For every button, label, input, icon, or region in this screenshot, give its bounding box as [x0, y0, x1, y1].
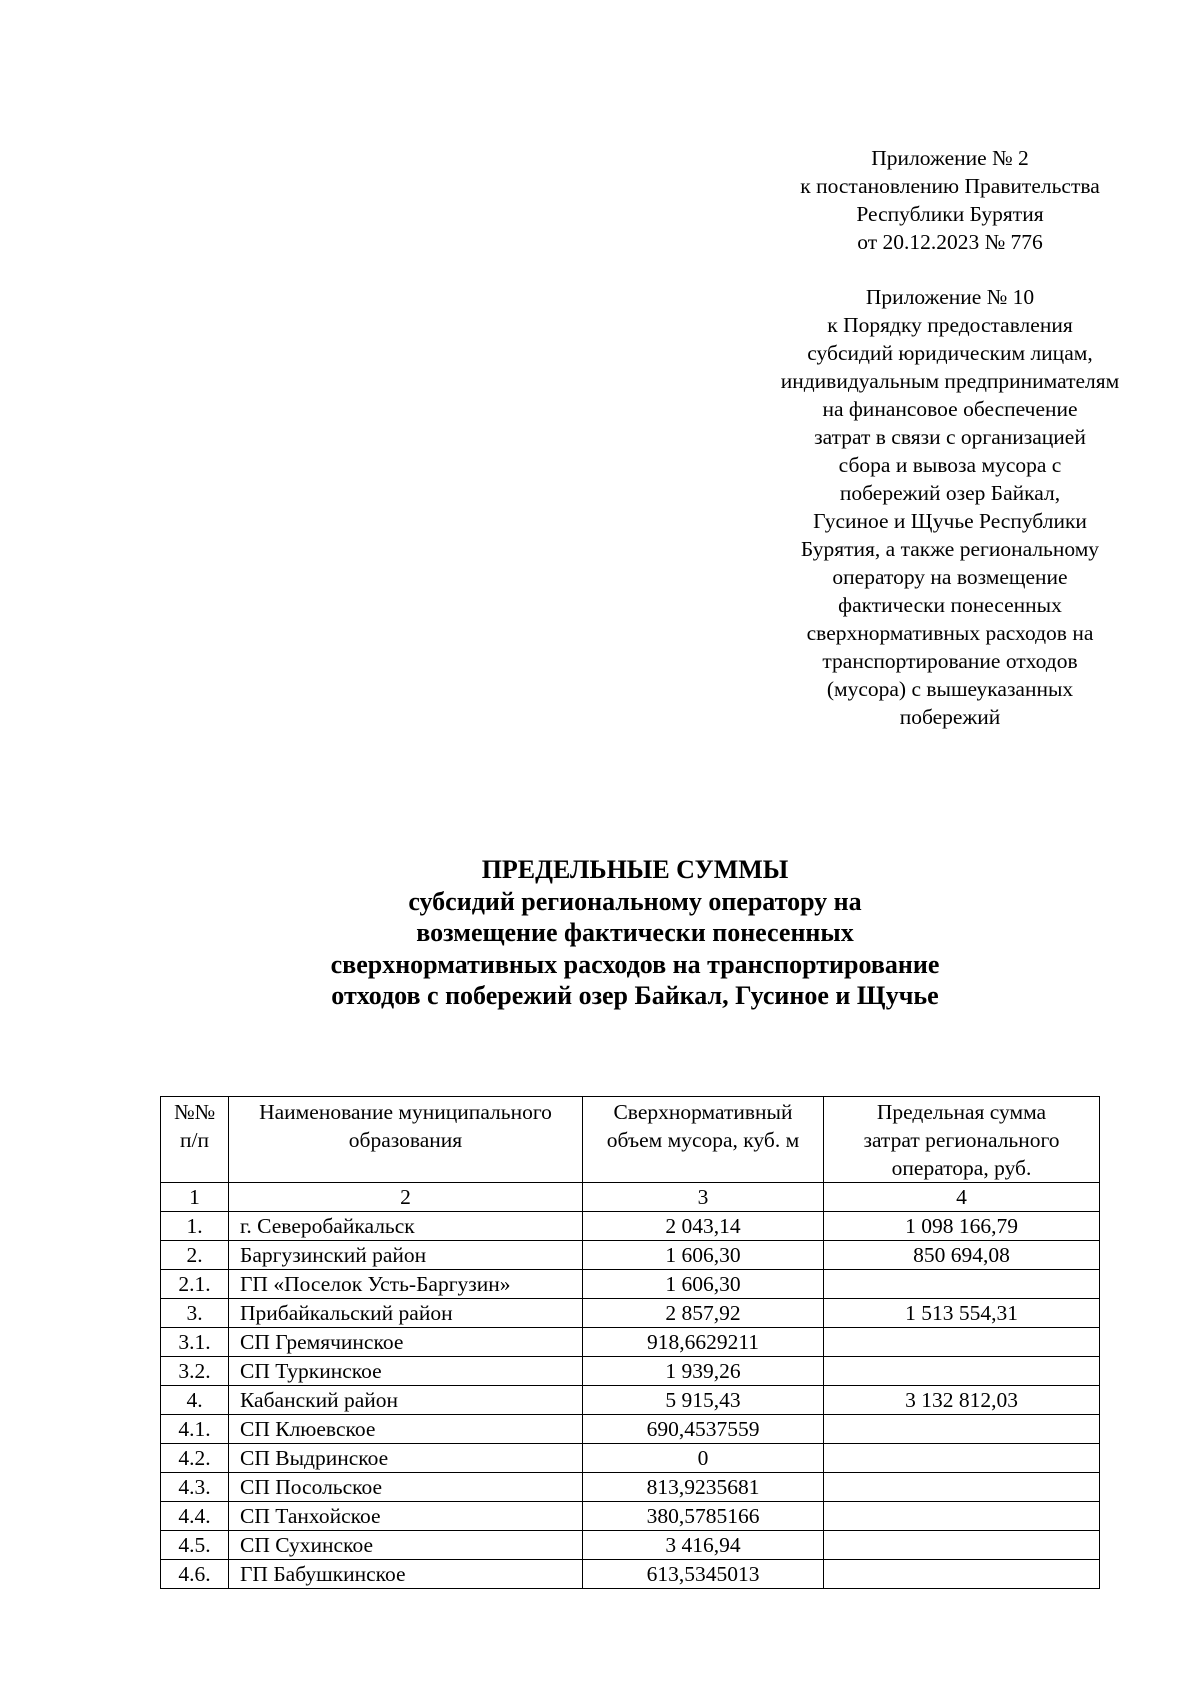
excess-volume: 813,9235681	[583, 1473, 824, 1502]
excess-volume: 3 416,94	[583, 1531, 824, 1560]
header-sum: Предельная сумма затрат регионального оператора, руб.	[824, 1097, 1100, 1183]
row-number: 3.2.	[161, 1357, 229, 1386]
limit-sum	[824, 1473, 1100, 1502]
title-line: субсидий региональному оператору на	[408, 886, 862, 916]
annex-header-2	[700, 283, 1200, 731]
excess-volume: 380,5785166	[583, 1502, 824, 1531]
row-number: 4.5.	[161, 1531, 229, 1560]
header-num: №№ п/п	[161, 1097, 229, 1183]
table-row	[161, 1270, 1100, 1299]
annex-line: Бурятия, а также региональному	[800, 537, 1100, 561]
table-row	[161, 1386, 1100, 1415]
row-number: 4.3.	[161, 1473, 229, 1502]
municipality-name: г. Северобайкальск	[229, 1212, 583, 1241]
row-number: 4.	[161, 1386, 229, 1415]
excess-volume: 613,5345013	[583, 1560, 824, 1589]
table-row	[161, 1560, 1100, 1589]
annex-line: побережий озер Байкал,	[839, 481, 1061, 505]
title-line: сверхнормативных расходов на транспортирование	[330, 949, 940, 979]
annex-header-1	[700, 144, 1200, 256]
subsidy-limits-table	[160, 1096, 1100, 1589]
header-name: Наименование муниципального образования	[229, 1097, 583, 1183]
row-number: 4.6.	[161, 1560, 229, 1589]
title-line: ПРЕДЕЛЬНЫЕ СУММЫ	[481, 855, 789, 884]
row-number: 3.1.	[161, 1328, 229, 1357]
annex-line: фактически понесенных	[838, 593, 1062, 617]
table-row	[161, 1328, 1100, 1357]
limit-sum: 1 513 554,31	[824, 1299, 1100, 1328]
column-number: 3	[583, 1183, 824, 1212]
annex-line: сверхнормативных расходов на	[806, 621, 1094, 645]
annex-line: субсидий юридическим лицам,	[807, 341, 1093, 365]
table-row	[161, 1212, 1100, 1241]
table-row	[161, 1357, 1100, 1386]
annex-line: на финансовое обеспечение	[822, 397, 1078, 421]
municipality-name: СП Выдринское	[229, 1444, 583, 1473]
municipality-name: СП Туркинское	[229, 1357, 583, 1386]
municipality-name: СП Посольское	[229, 1473, 583, 1502]
document-title	[190, 854, 1080, 1012]
annex-line: транспортирование отходов	[822, 649, 1078, 673]
municipality-name: ГП «Поселок Усть-Баргузин»	[229, 1270, 583, 1299]
row-number: 4.2.	[161, 1444, 229, 1473]
annex-line: Республики Бурятия	[856, 202, 1044, 226]
annex-line: Приложение № 2	[871, 146, 1029, 170]
excess-volume: 5 915,43	[583, 1386, 824, 1415]
column-number: 2	[229, 1183, 583, 1212]
annex-line: индивидуальным предпринимателям	[780, 369, 1120, 393]
column-number: 4	[824, 1183, 1100, 1212]
excess-volume: 690,4537559	[583, 1415, 824, 1444]
header-volume: Сверхнормативный объем мусора, куб. м	[583, 1097, 824, 1183]
table-row	[161, 1299, 1100, 1328]
annex-line: сбора и вывоза мусора с	[838, 453, 1062, 477]
municipality-name: ГП Бабушкинское	[229, 1560, 583, 1589]
excess-volume: 0	[583, 1444, 824, 1473]
limit-sum: 1 098 166,79	[824, 1212, 1100, 1241]
table-row	[161, 1444, 1100, 1473]
row-number: 3.	[161, 1299, 229, 1328]
annex-line: Гусиное и Щучье Республики	[813, 509, 1087, 533]
limit-sum	[824, 1357, 1100, 1386]
annex-line: побережий	[899, 705, 1001, 729]
excess-volume: 1 606,30	[583, 1241, 824, 1270]
excess-volume: 918,6629211	[583, 1328, 824, 1357]
table-row	[161, 1531, 1100, 1560]
municipality-name: Баргузинский район	[229, 1241, 583, 1270]
row-number: 2.1.	[161, 1270, 229, 1299]
municipality-name: СП Сухинское	[229, 1531, 583, 1560]
annex-line: затрат в связи с организацией	[814, 425, 1086, 449]
excess-volume: 2 043,14	[583, 1212, 824, 1241]
municipality-name: Прибайкальский район	[229, 1299, 583, 1328]
limit-sum	[824, 1415, 1100, 1444]
table-row	[161, 1502, 1100, 1531]
table-row	[161, 1241, 1100, 1270]
municipality-name: Кабанский район	[229, 1386, 583, 1415]
row-number: 2.	[161, 1241, 229, 1270]
table-row	[161, 1473, 1100, 1502]
table-header-row	[161, 1097, 1100, 1183]
annex-line: (мусора) с вышеуказанных	[826, 677, 1074, 701]
excess-volume: 2 857,92	[583, 1299, 824, 1328]
limit-sum	[824, 1328, 1100, 1357]
row-number: 1.	[161, 1212, 229, 1241]
annex-line: к Порядку предоставления	[827, 313, 1073, 337]
annex-line: к постановлению Правительства	[800, 174, 1100, 198]
table-row	[161, 1415, 1100, 1444]
limit-sum: 850 694,08	[824, 1241, 1100, 1270]
excess-volume: 1 939,26	[583, 1357, 824, 1386]
column-number-row	[161, 1183, 1100, 1212]
limit-sum	[824, 1502, 1100, 1531]
limit-sum: 3 132 812,03	[824, 1386, 1100, 1415]
limit-sum	[824, 1444, 1100, 1473]
column-number: 1	[161, 1183, 229, 1212]
excess-volume: 1 606,30	[583, 1270, 824, 1299]
limit-sum	[824, 1560, 1100, 1589]
row-number: 4.4.	[161, 1502, 229, 1531]
annex-line: оператору на возмещение	[832, 565, 1068, 589]
limit-sum	[824, 1531, 1100, 1560]
municipality-name: СП Гремячинское	[229, 1328, 583, 1357]
title-line: отходов с побережий озер Байкал, Гусиное и Щучье	[331, 981, 939, 1010]
title-line: возмещение фактически понесенных	[416, 918, 854, 947]
municipality-name: СП Танхойское	[229, 1502, 583, 1531]
limit-sum	[824, 1270, 1100, 1299]
annex-line: Приложение № 10	[865, 285, 1035, 309]
annex-line: от 20.12.2023 № 776	[857, 230, 1043, 254]
municipality-name: СП Клюевское	[229, 1415, 583, 1444]
row-number: 4.1.	[161, 1415, 229, 1444]
